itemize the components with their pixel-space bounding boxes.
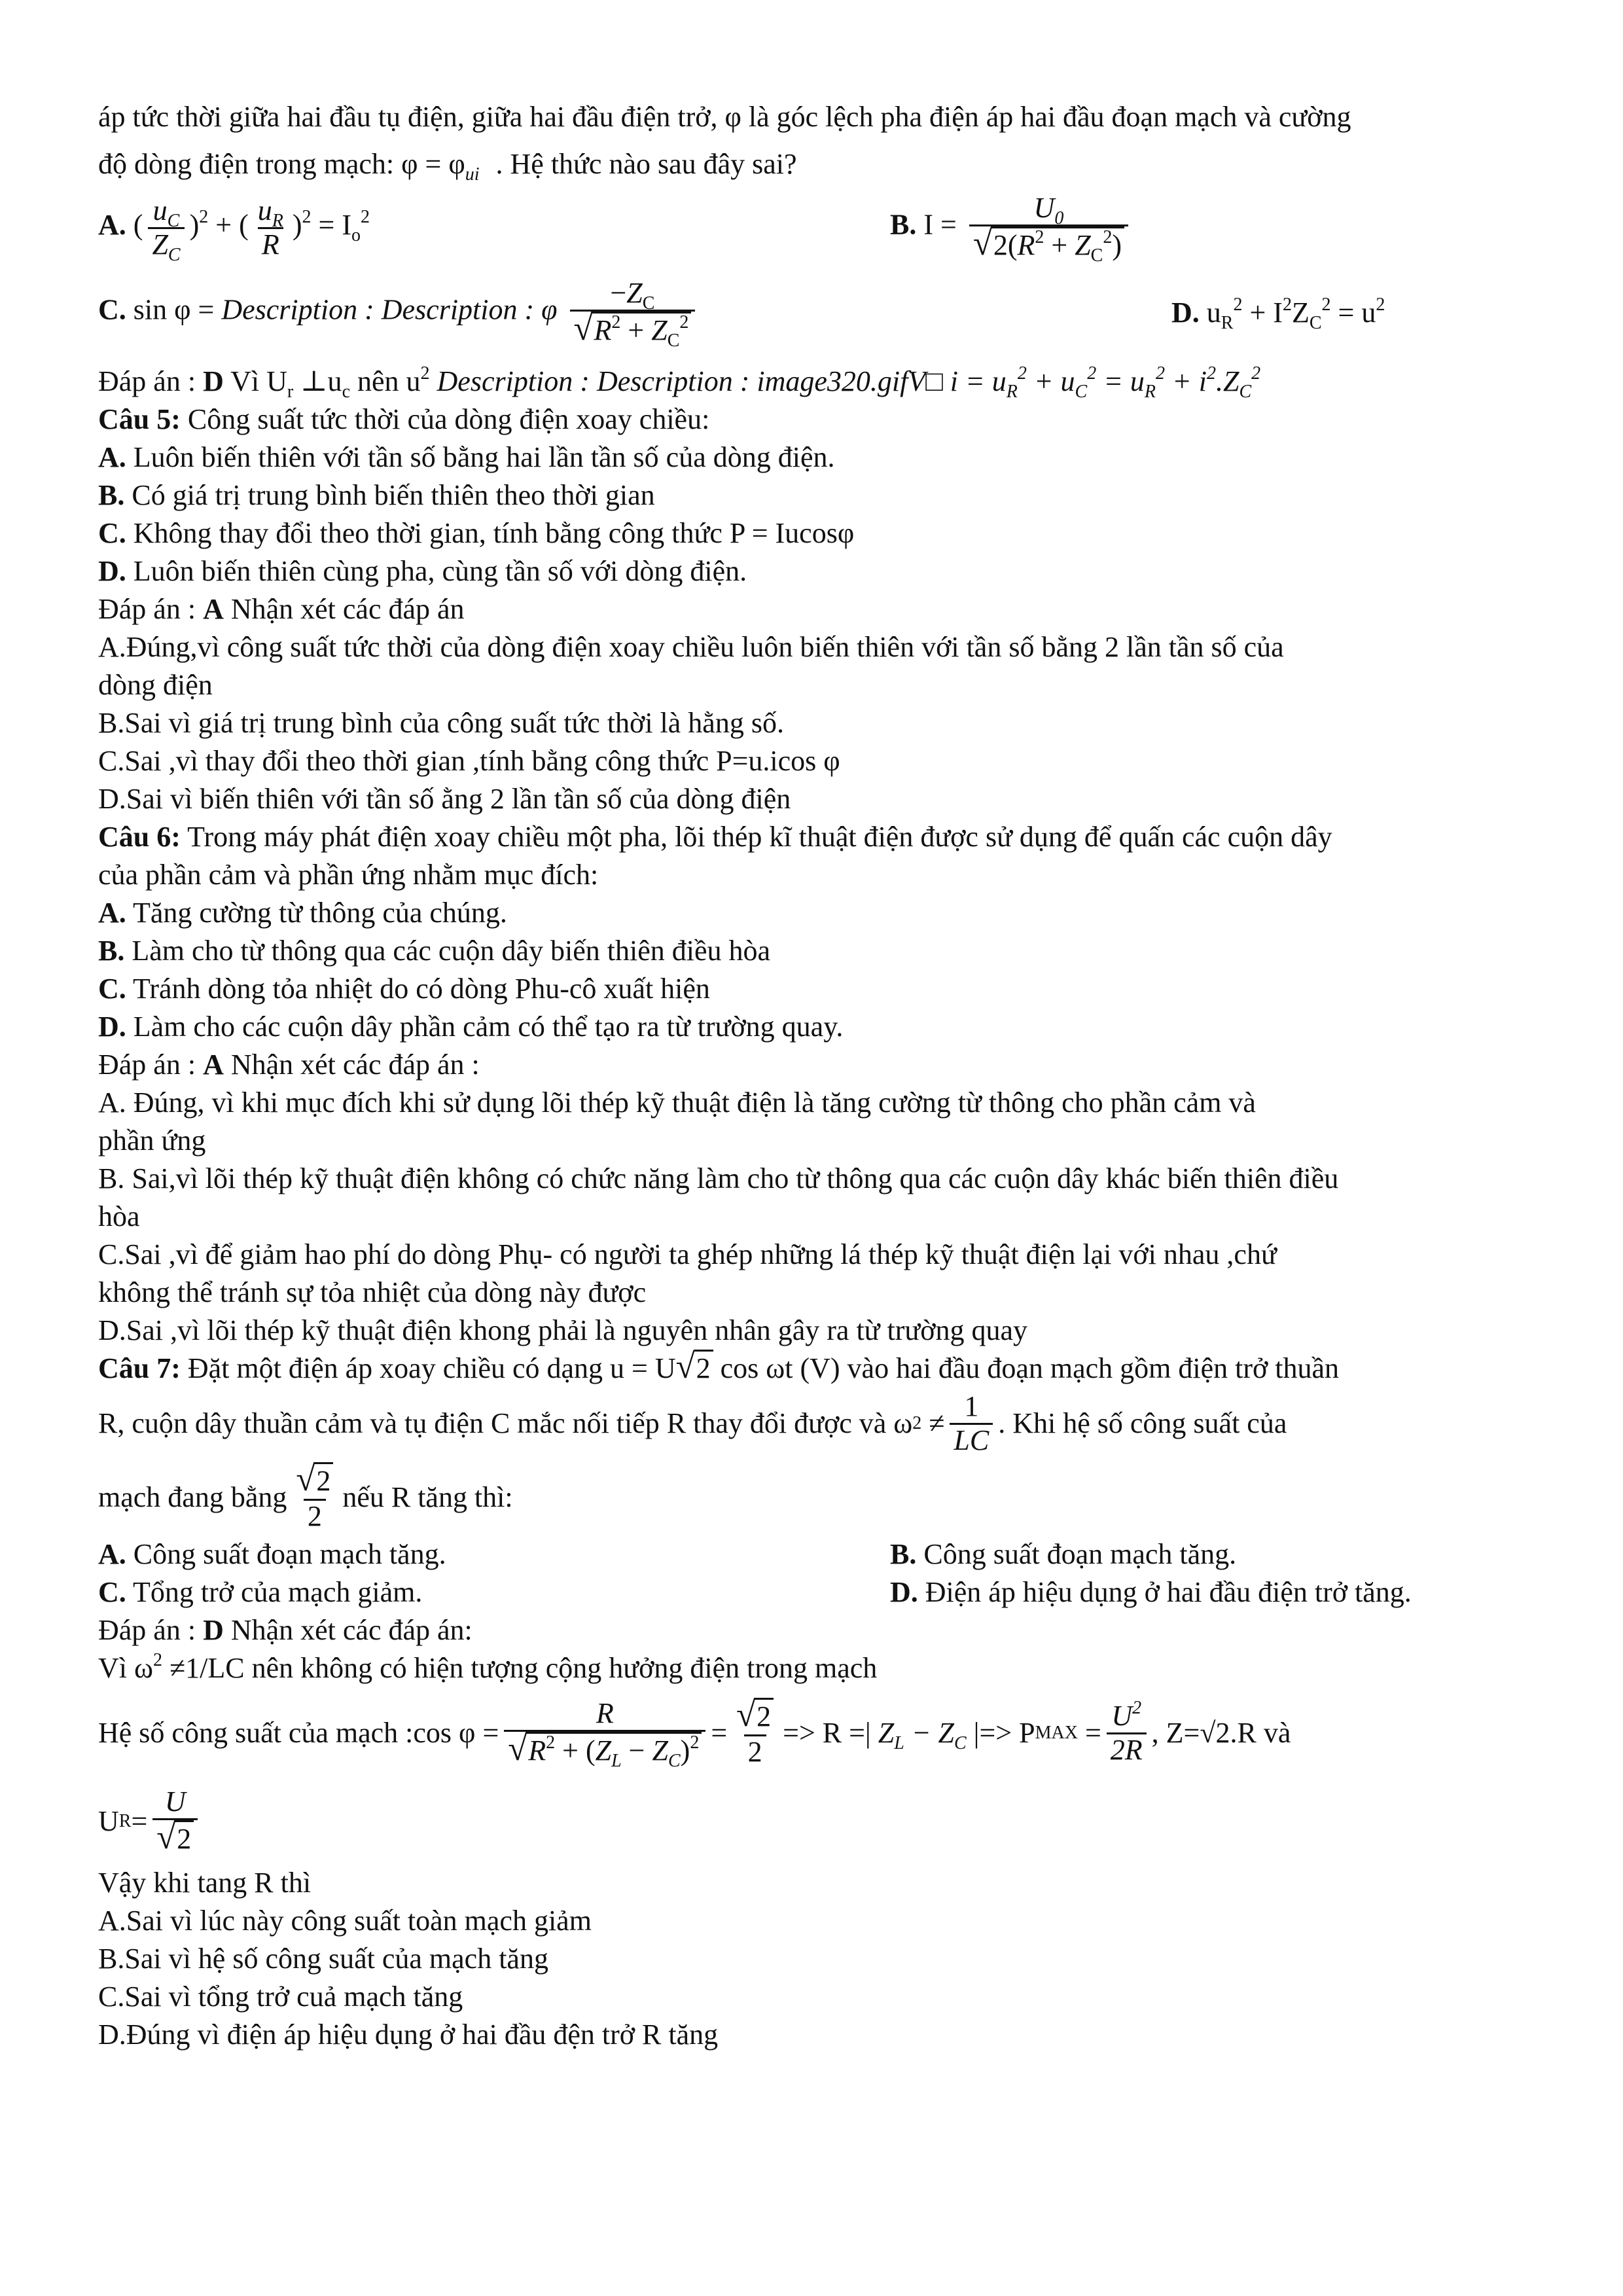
q5-note: A.Đúng,vì công suất tức thời của dòng điện xoay chiều luôn biến thiên với tần số bằng 2 lần tần số của (98, 631, 1284, 663)
q7-option-b: B. Công suất đoạn mạch tăng. (890, 1538, 1237, 1570)
q7-note-2: Hệ số công suất của mạch :cos φ = R √ $R^2 + (Z_L - Z_C)^2$ = √ 2 2 => R =| $Z_L - Z_C$ |=> P MAX = $\frac{U^2}{2R}$ , Z=√2.R và (98, 1696, 1291, 1771)
q7-conclusion-line: D.Đúng vì điện áp hiệu dụng ở hai đầu đện trở R tăng (98, 2018, 719, 2051)
q6-note: C.Sai ,vì để giảm hao phí do dòng Phụ- có người ta ghép những lá thép kỹ thuật điện lại với nhau ,chứ (98, 1238, 1277, 1270)
q7-conclusion-line: A.Sai vì lúc này công suất toàn mạch giảm (98, 1905, 592, 1937)
q4-options-ab (98, 190, 1538, 266)
q6-answer: Đáp án : A Nhận xét các đáp án : (98, 1049, 480, 1081)
q7-option-a: A. Công suất đoạn mạch tăng. (98, 1538, 446, 1570)
q6-note: hòa (98, 1200, 140, 1232)
q5-question: Câu 5: Công suất tức thời của dòng điện xoay chiều: (98, 403, 710, 435)
q6-option-a: A. Tăng cường từ thông của chúng. (98, 897, 507, 929)
q4-option-b: B. I = $U_0$ √ $2(R^2 + Z_C^2)$ (890, 192, 1133, 262)
q6-note: không thể tránh sự tỏa nhiệt của dòng này được (98, 1276, 647, 1308)
q7-option-d: D. Điện áp hiệu dụng ở hai đầu điện trở tăng. (890, 1576, 1412, 1608)
q6-note: phần ứng (98, 1124, 206, 1157)
q5-note: C.Sai ,vì thay đổi theo thời gian ,tính bằng công thức P=u.icos φ (98, 745, 840, 777)
q5-note: B.Sai vì giá trị trung bình của công suất tức thời là hằng số. (98, 707, 784, 739)
q5-option-d: D. Luôn biến thiên cùng pha, cùng tần số với dòng điện. (98, 555, 747, 587)
q7-note-1: Vì $\omega^2 \ne 1/LC$ nên không có hiện tượng cộng hưởng điện trong mạch (98, 1650, 878, 1684)
q5-notes (98, 628, 1538, 818)
q6-note: D.Sai ,vì lõi thép kỹ thuật điện khong phải là nguyên nhân gây ra từ trường quay (98, 1314, 1028, 1346)
q5-option-c: C. Không thay đổi theo thời gian, tính bằng công thức P = Iucosφ (98, 517, 855, 549)
q6-option-b: B. Làm cho từ thông qua các cuộn dây biến thiên điều hòa (98, 935, 771, 967)
intro-line-2: độ dòng điện trong mạch: $\varphi = \varphi_{ui}$ . Hệ thức nào sau đây sai? (98, 148, 797, 185)
q4-option-c: C. sin φ = Description : Description : φ $-Z_C$ √ $R^2 + Z_C^2$ (98, 278, 700, 348)
q7-question-3: mạch đang bằng √ 2 2 nếu R tăng thì: (98, 1460, 513, 1533)
q6-notes (98, 1084, 1538, 1350)
q4-option-d: D. $u_R^2 + I^2Z_C^2 = u^2$ (1171, 295, 1385, 333)
q6-note: B. Sai,vì lõi thép kỹ thuật điện không có chức năng làm cho từ thông qua các cuộn dây khác biến thiên điều (98, 1162, 1339, 1194)
q6-question: Câu 6: Trong máy phát điện xoay chiều một pha, lõi thép kĩ thuật điện được sử dụng để quấn các cuộn dây (98, 821, 1332, 853)
intro-line-1: áp tức thời giữa hai đầu tụ điện, giữa hai đầu điện trở, φ là góc lệch pha điện áp hai đầu đoạn mạch và cường (98, 101, 1351, 133)
q7-question-2: R, cuộn dây thuần cảm và tụ điện C mắc nối tiếp R thay đổi được và ω 2 ≠ $\frac{1}{LC}$ . Khi hệ số công suất của (98, 1390, 1287, 1456)
q7-options (98, 1535, 1538, 1611)
q7-option-c: C. Tổng trở của mạch giảm. (98, 1576, 423, 1608)
q5-option-b: B. Có giá trị trung bình biến thiên theo thời gian (98, 479, 655, 511)
q4-answer: Đáp án : D Vì $U_r$ $\perp u_c$ nên $u^2$ Description : Description : image320.gifV□ $i = u_R^2 + u_C^2 = u_R^2 + i^2.Z_C^2$ (98, 363, 1261, 402)
q6-options (98, 894, 1538, 1046)
q5-note: D.Sai vì biến thiên với tần số ằng 2 lần tần số của dòng điện (98, 783, 791, 815)
q6-option-c: C. Tránh dòng tỏa nhiệt do có dòng Phu-cô xuất hiện (98, 973, 710, 1005)
q4-option-a: A. ( $\frac{u_C}{Z_C}$ )$^2$ + ( $\frac{u_R}{R}$ )$^2 = I_o^2$ (98, 194, 370, 265)
q5-answer: Đáp án : A Nhận xét các đáp án (98, 593, 465, 625)
q7-conclusion-line: B.Sai vì hệ số công suất của mạch tăng (98, 1943, 548, 1975)
q5-option-a: A. Luôn biến thiên với tần số bằng hai lần tần số của dòng điện. (98, 441, 835, 473)
q5-note: dòng điện (98, 669, 213, 701)
q7-note-3: U R = U √ 2 (98, 1779, 1538, 1864)
q4-options-cd (98, 275, 1538, 351)
q5-options (98, 439, 1538, 590)
q6-question-cont: của phần cảm và phần ứng nhằm mục đích: (98, 859, 599, 891)
q7-answer: Đáp án : D Nhận xét các đáp án: (98, 1614, 473, 1646)
q7-conclusion-line: Vậy khi tang R thì (98, 1867, 312, 1899)
q7-conclusion (98, 1864, 1538, 2054)
q7-conclusion-line: C.Sai vì tổng trở cuả mạch tăng (98, 1981, 463, 2013)
q6-option-d: D. Làm cho các cuộn dây phần cảm có thể tạo ra từ trường quay. (98, 1011, 844, 1043)
q7-question-1: Câu 7: Đặt một điện áp xoay chiều có dạng u = U √ 2 cos ωt (V) vào hai đầu đoạn mạch gồm điện trở thuần (98, 1348, 1340, 1386)
q6-note: A. Đúng, vì khi mục đích khi sử dụng lõi thép kỹ thuật điện là tăng cường từ thông cho phần cảm và (98, 1086, 1256, 1119)
